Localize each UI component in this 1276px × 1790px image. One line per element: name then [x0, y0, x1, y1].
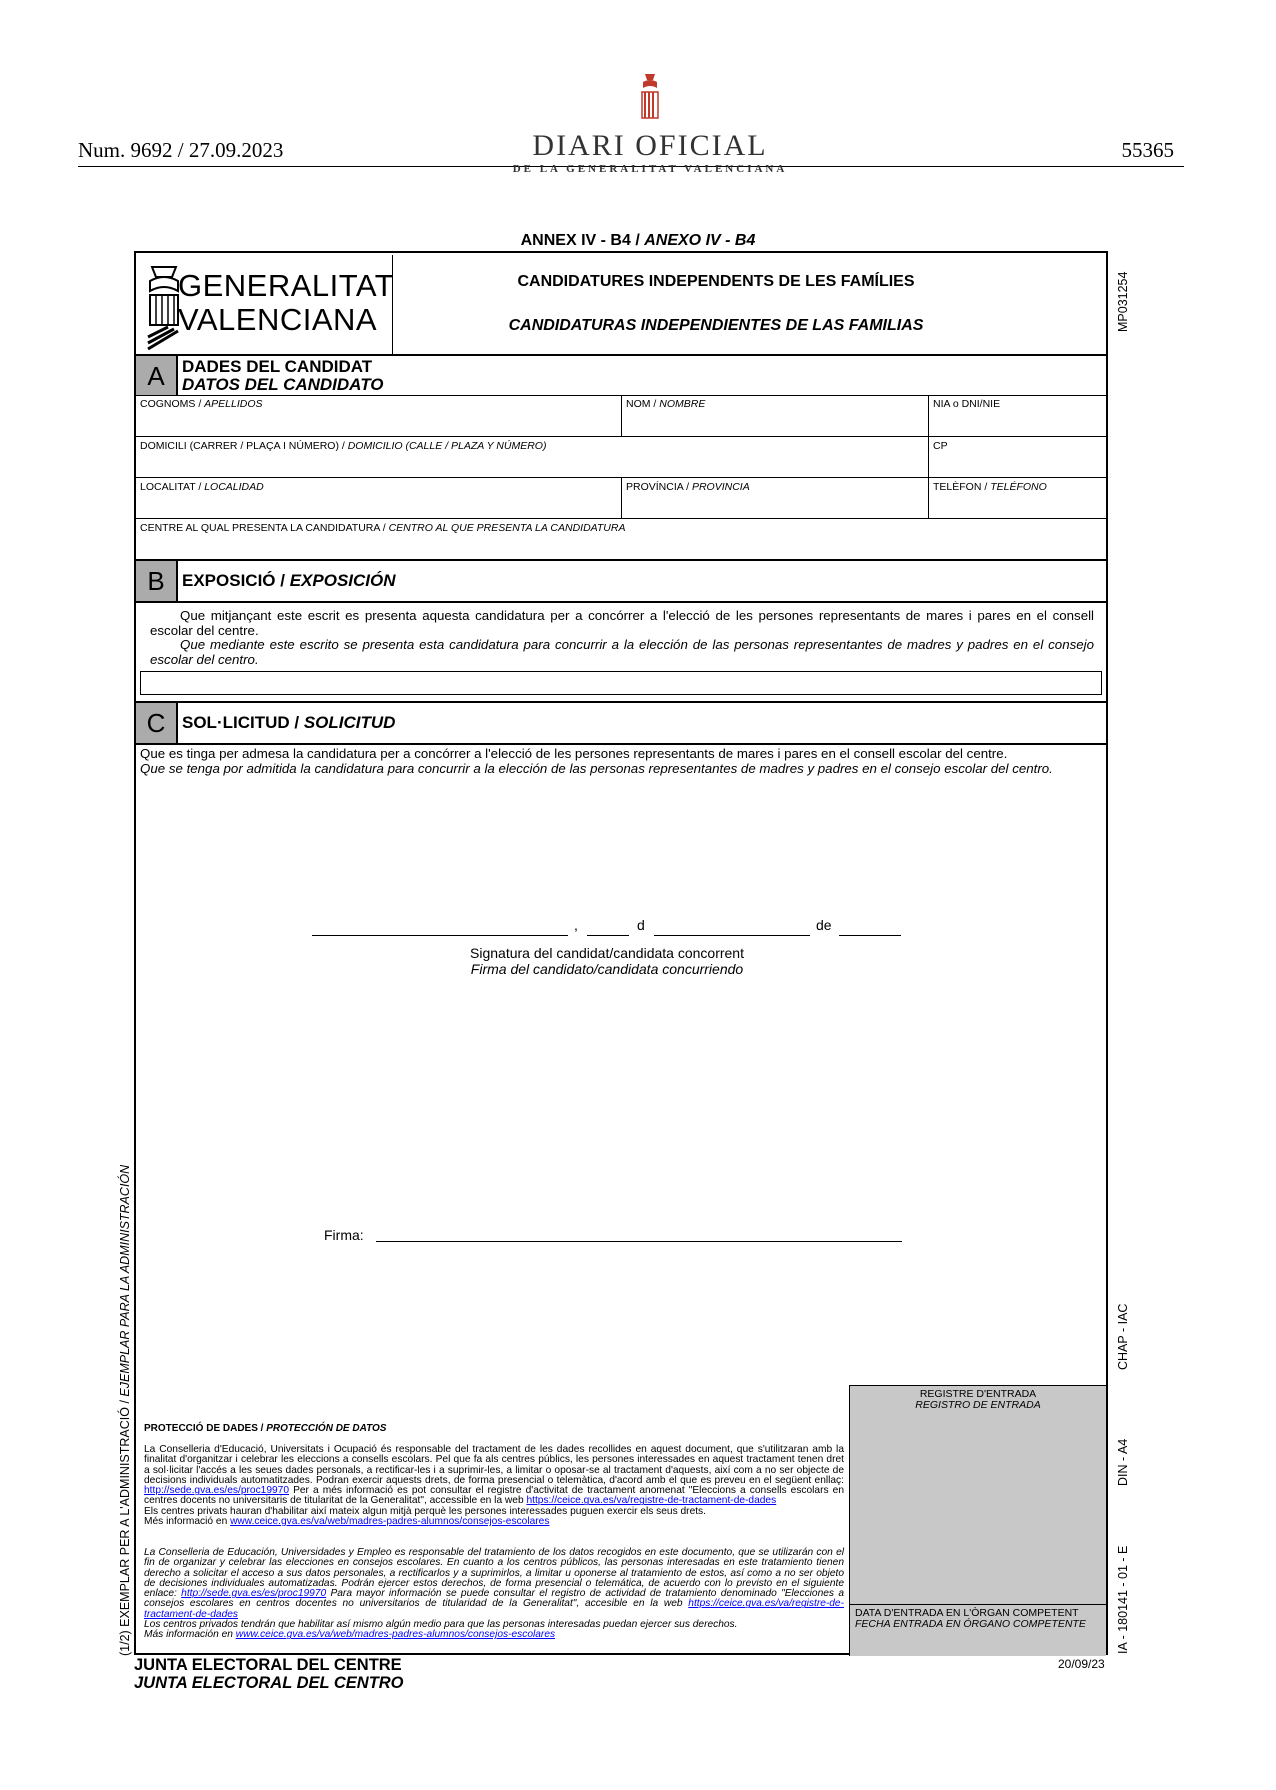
annex-separator: /: [630, 232, 645, 249]
footer-junta: JUNTA ELECTORAL DEL CENTRE JUNTA ELECTORAL DEL CENTRO: [134, 1656, 404, 1692]
valencia-coat-of-arms-icon: [637, 72, 663, 122]
section-c-text-es: Que se tenga por admitida la candidatura para concurrir a la elección de las personas representantes de madres y padres en el consejo escolar del centro.: [140, 761, 1053, 776]
date-d: d: [637, 917, 645, 933]
section-c-title: SOL·LICITUD / SOLICITUD: [182, 713, 396, 732]
field-address[interactable]: DOMICILI (CARRER / PLAÇA I NÚMERO) / DOMICILIO (CALLE / PLAZA Y NÚMERO): [140, 440, 547, 452]
link-sede-es[interactable]: http://sede.gva.es/es/proc19970: [181, 1588, 327, 1600]
right-margin-din: DIN - A4: [1116, 1438, 1130, 1486]
link-ceice-ca[interactable]: www.ceice.gva.es/va/web/madres-padres-alumnos/consejos-escolares: [230, 1516, 550, 1528]
field-postal-code[interactable]: CP: [933, 440, 948, 452]
footer-version-date: 20/09/23: [1058, 1657, 1105, 1671]
form-frame: [134, 251, 1108, 1655]
field-phone[interactable]: TELÈFON / TELÉFONO: [933, 481, 1047, 493]
section-a-letter: A: [136, 356, 178, 396]
date-de: de: [816, 917, 832, 933]
place-input-line[interactable]: [312, 919, 568, 936]
section-b-text-ca: Que mitjançant este escrit es presenta aquesta candidatura per a concórrer a l'elecció de les persones representants de mares i pares en el consell escolar del centre.: [150, 608, 1094, 638]
field-id-number[interactable]: NIA o DNI/NIE: [933, 398, 1001, 410]
data-protection-es: La Conselleria de Educación, Universidades y Empleo es responsable del tratamiento de los datos recogidos en este documento, que se utilizarán con el fin de organizar y celebrar las elecciones en consejos escolares. En cuanto a los centros públicos, las personas interesadas en este tratamiento tienen derecho a solicitar el acceso a sus datos personales, a rectificarlos y a suprimirlos, a limitar u oponerse al tratamiento de estos, así como a no ser objeto de decisiones individuales automatizadas. Podrán ejercer estos derechos, de forma presencial o telemática, de acuerdo con lo previsto en el siguiente enlace: http://sede.gva.es/es/proc19970 Para mayor información se puede consultar el registro de actividad de tratamiento denominado "Elecciones a consejos escolares en centros docentes no universitarios de titularidad de la Generalitat", accesible en la web https://ceice.gva.es/va/registre-de-tractament-de-dades Los centros privados tendrán que habilitar así mismo algún medio para que las personas interesadas puedan ejercer sus derechos. Más información en www.ceice.gva.es/va/web/madres-padres-alumnos/consejos-escolares: [144, 1547, 844, 1641]
registry-date-label: DATA D'ENTRADA EN L'ÒRGAN COMPETENT FECHA ENTRADA EN ÓRGANO COMPETENTE: [855, 1607, 1086, 1630]
entry-registry-box[interactable]: [849, 1385, 1106, 1656]
generalitat-wordmark: [178, 269, 394, 337]
annex-es: ANEXO IV - B4: [644, 232, 756, 249]
right-margin-chap: CHAP - IAC: [1116, 1303, 1130, 1370]
section-b-text-es: Que mediante este escrito se presenta esta candidatura para concurrir a la elección de las personas representantes de madres y padres en el consejo escolar del centro.: [150, 637, 1094, 667]
journal-title: DIARI OFICIAL: [532, 129, 768, 162]
exposition-input-box[interactable]: [140, 671, 1102, 695]
section-b-letter: B: [136, 561, 178, 601]
wordmark-line1: GENERALITAT: [178, 268, 395, 303]
date-comma: ,: [574, 917, 578, 933]
section-a-title: [182, 358, 384, 394]
issue-number: Num. 9692 / 27.09.2023: [78, 138, 284, 162]
signature-caption: Signatura del candidat/candidata concorrent Firma del candidato/candidata concurriendo: [470, 945, 744, 977]
section-a-title-es: DATOS DEL CANDIDATO: [182, 375, 384, 394]
form-title-es: CANDIDATURAS INDEPENDIENTES DE LAS FAMILIAS: [508, 317, 924, 334]
registry-title: REGISTRE D'ENTRADA REGISTRO DE ENTRADA: [915, 1388, 1041, 1411]
right-margin-code: IA - 180141 - 01 - E: [1116, 1545, 1130, 1654]
firma-label: Firma:: [324, 1227, 364, 1243]
annex-ca: ANNEX IV - B4: [520, 232, 631, 249]
form-code: MP031254: [1116, 271, 1130, 332]
journal-subtitle: DE LA GENERALITAT VALENCIANA: [512, 163, 788, 175]
year-input-line[interactable]: [839, 919, 901, 936]
field-name[interactable]: NOM / NOMBRE: [626, 398, 706, 410]
field-surnames[interactable]: COGNOMS / APELLIDOS: [140, 398, 263, 410]
section-c-letter: C: [136, 703, 178, 743]
generalitat-emblem-icon: [146, 263, 182, 351]
data-protection-title: PROTECCIÓ DE DADES / PROTECCIÓN DE DATOS: [144, 1423, 387, 1434]
data-protection-ca: La Conselleria d'Educació, Universitats i Ocupació és responsable del tractament de les dades recollides en aquest document, que s'utilitzaran amb la finalitat d'organitzar i celebrar les eleccions a consells escolars. Pel que fa als centres públics, les persones interessades en aquest tractament tenen dret a sol·licitar l'accés a les seues dades personals, a rectificar-les i a suprimir-les, a limitar o oposar-se al tractament d'aquests, així com a no ser objecte de decisions individuals automatitzades. Podran exercir aquests drets, de forma presencial o telemàtica, d'acord amb el que es preveu en el següent enllaç: http://sede.gva.es/es/proc19970 Per a més informació es pot consultar el registre d'activitat de tractament anomenat "Eleccions a consells escolars en centres docents no universitaris de titularitat de la Generalitat", accessible en la web https://ceice.gva.es/va/registre-de-tractament-de-dades Els centres privats hauran d'habilitar així mateix algun mitjà perquè les persones interessades puguen exercir els seus drets. Més informació en www.ceice.gva.es/va/web/madres-padres-alumnos/consejos-escolares: [144, 1444, 844, 1528]
link-registre-ca[interactable]: https://ceice.gva.es/va/registre-de-tractament-de-dades: [526, 1495, 777, 1507]
section-a-title-ca: DADES DEL CANDIDAT: [182, 357, 373, 376]
link-registre-es[interactable]: https://ceice.gva.es/va/registre-de-tractament-de-dades: [144, 1598, 844, 1620]
link-ceice-es[interactable]: www.ceice.gva.es/va/web/madres-padres-alumnos/consejos-escolares: [235, 1629, 556, 1641]
field-locality[interactable]: LOCALITAT / LOCALIDAD: [140, 481, 264, 493]
field-centre[interactable]: CENTRE AL QUAL PRESENTA LA CANDIDATURA / CENTRO AL QUE PRESENTA LA CANDIDATURA: [140, 522, 626, 534]
form-title-ca: CANDIDATURES INDEPENDENTS DE LES FAMÍLIES: [517, 273, 915, 290]
generalitat-logo: [138, 255, 393, 355]
link-sede-ca[interactable]: http://sede.gva.es/es/proc19970: [144, 1485, 289, 1497]
day-input-line[interactable]: [587, 919, 629, 936]
journal-masthead: [500, 72, 800, 175]
page-number: 55365: [1121, 138, 1174, 162]
month-input-line[interactable]: [654, 919, 810, 936]
wordmark-line2: VALENCIANA: [178, 302, 378, 337]
copy-label: (1/2) EXEMPLAR PER A L'ADMINISTRACIÓ / EJEMPLAR PARA LA ADMINISTRACIÓN: [118, 1164, 132, 1656]
annex-heading: [0, 232, 1276, 250]
signature-input-line[interactable]: [376, 1225, 902, 1242]
field-province[interactable]: PROVÍNCIA / PROVINCIA: [626, 481, 750, 493]
section-b-title: EXPOSICIÓ / EXPOSICIÓN: [182, 571, 396, 590]
section-c-text-ca: Que es tinga per admesa la candidatura per a concórrer a l'elecció de les persones representants de mares i pares en el consell escolar del centre.: [140, 746, 1008, 761]
